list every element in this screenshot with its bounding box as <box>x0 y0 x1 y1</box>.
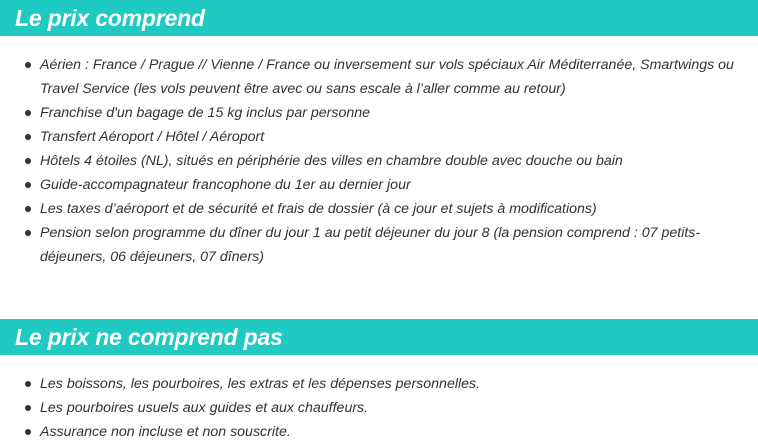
bullet-icon <box>25 62 31 68</box>
list-item-text: Les boissons, les pourboires, les extras et les dépenses personnelles. <box>40 376 481 392</box>
bullet-icon <box>25 158 31 164</box>
list-item <box>0 53 758 101</box>
bullet-icon <box>25 134 31 140</box>
list-item-text: Guide-accompagnateur francophone du 1er au dernier jour <box>40 177 411 193</box>
list-item <box>0 173 758 197</box>
bullet-icon <box>25 381 31 387</box>
list-item <box>0 149 758 173</box>
bullet-icon <box>25 429 31 435</box>
section-title-included: Le prix comprend <box>0 0 758 36</box>
list-item-text: Assurance non incluse et non souscrite. <box>40 424 291 440</box>
list-item-text: Hôtels 4 étoiles (NL), situés en périphérie des villes en chambre double avec douche ou bain <box>40 153 623 169</box>
not-included-list <box>0 372 758 444</box>
list-item <box>0 372 758 396</box>
list-item <box>0 420 758 444</box>
list-item <box>0 221 758 269</box>
list-item-text: Les pourboires usuels aux guides et aux chauffeurs. <box>40 400 369 416</box>
list-item <box>0 125 758 149</box>
list-item-text: Aérien : France / Prague // Vienne / France ou inversement sur vols spéciaux Air Méditerranée, Smartwings ou Travel Service (les vols peuvent être avec ou sans escale à l’aller comme au retour) <box>40 57 734 97</box>
list-item-text: Pension selon programme du dîner du jour 1 au petit déjeuner du jour 8 (la pension comprend : 07 petits-déjeuners, 06 déjeuners, 07 dîners) <box>40 225 701 265</box>
list-item-text: Franchise d'un bagage de 15 kg inclus par personne <box>40 105 371 121</box>
list-item-text: Transfert Aéroport / Hôtel / Aéroport <box>40 129 265 145</box>
bullet-icon <box>25 110 31 116</box>
bullet-icon <box>25 182 31 188</box>
section-title-not-included: Le prix ne comprend pas <box>0 319 758 355</box>
bullet-icon <box>25 206 31 212</box>
list-item <box>0 197 758 221</box>
list-item <box>0 101 758 125</box>
bullet-icon <box>25 230 31 236</box>
list-item-text: Les taxes d’aéroport et de sécurité et frais de dossier (à ce jour et sujets à modifications) <box>40 201 597 217</box>
bullet-icon <box>25 405 31 411</box>
list-item <box>0 396 758 420</box>
included-list <box>0 53 758 269</box>
